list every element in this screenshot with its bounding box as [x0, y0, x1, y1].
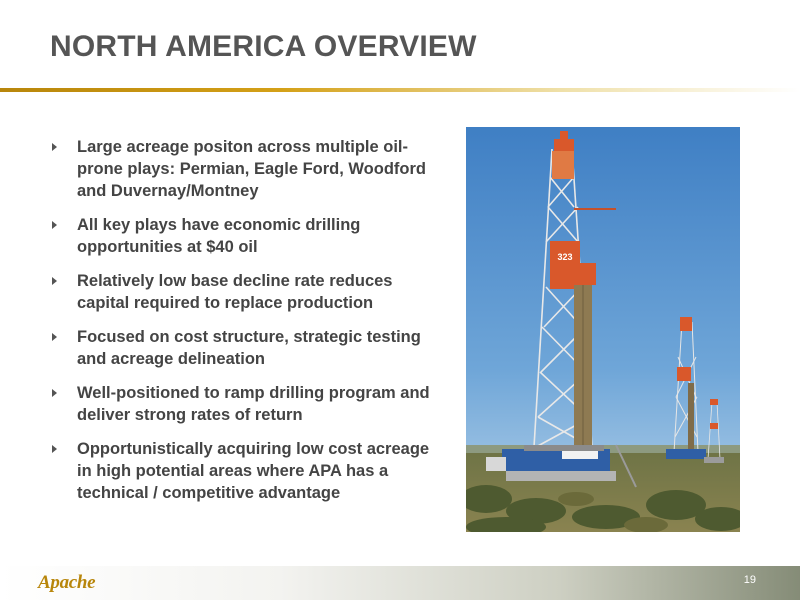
bullet-item	[50, 136, 440, 202]
bullet-item	[50, 214, 440, 258]
title-underline	[0, 88, 800, 92]
bullet-arrow-icon	[52, 445, 57, 453]
footer-bar	[0, 566, 800, 600]
bullet-arrow-icon	[52, 389, 57, 397]
bullet-text: Opportunistically acquiring low cost acreage in high potential areas where APA has a technical / competitive advantage	[77, 440, 430, 502]
slide-title: NORTH AMERICA OVERVIEW	[50, 30, 477, 63]
bullet-arrow-icon	[52, 333, 57, 341]
rig-number-label: 323	[557, 252, 573, 262]
bullet-item	[50, 326, 440, 370]
page-number: 19	[743, 574, 756, 586]
drilling-rig-photo	[466, 127, 740, 532]
bullet-text: Relatively low base decline rate reduces capital required to replace production	[77, 272, 393, 312]
bullet-text: Large acreage positon across multiple oil-prone plays: Permian, Eagle Ford, Woodford and Duvernay/Montney	[77, 138, 426, 200]
bullet-item	[50, 382, 440, 426]
apache-logo: Apache	[38, 572, 96, 593]
bullet-arrow-icon	[52, 221, 57, 229]
bullet-arrow-icon	[52, 143, 57, 151]
bullet-item	[50, 270, 440, 314]
bullet-list	[50, 136, 440, 516]
bullet-text: All key plays have economic drilling opportunities at $40 oil	[77, 216, 361, 256]
bullet-arrow-icon	[52, 277, 57, 285]
bullet-text: Focused on cost structure, strategic testing and acreage delineation	[77, 328, 421, 368]
bullet-text: Well-positioned to ramp drilling program and deliver strong rates of return	[77, 384, 430, 424]
bullet-item	[50, 438, 440, 504]
